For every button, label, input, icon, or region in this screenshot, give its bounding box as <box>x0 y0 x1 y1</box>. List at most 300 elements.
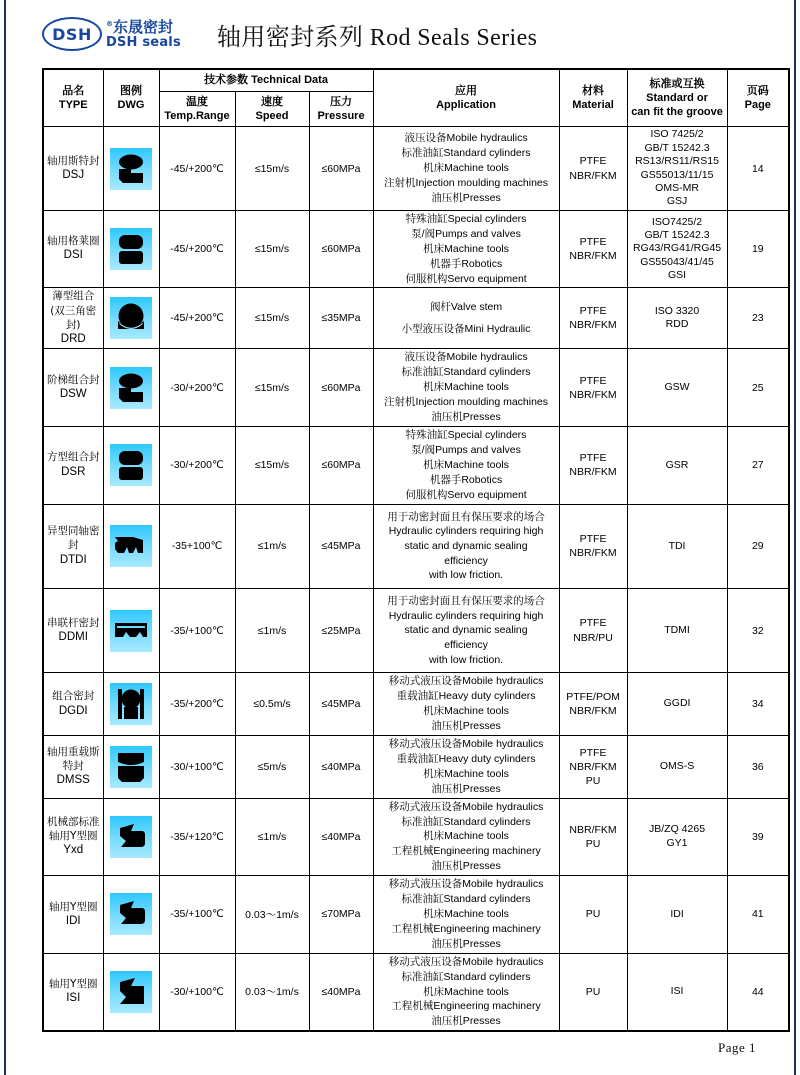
material-line: PTFE <box>579 533 607 546</box>
cell-type <box>43 127 103 211</box>
table-row <box>43 349 789 427</box>
table-row <box>43 127 789 211</box>
cell-page: 29 <box>727 504 789 588</box>
cell-standard <box>627 426 727 504</box>
seal-step-combination-icon <box>110 367 152 409</box>
col-header-type-en: TYPE <box>58 98 88 111</box>
cell-temperature: -30/+100℃ <box>159 953 235 1031</box>
cell-type <box>43 798 103 876</box>
type-name-cn: 薄型组合(双三角密封) <box>50 290 97 331</box>
application-line: 移动式液压设备Mobile hydraulics <box>388 800 544 813</box>
type-name-cn: 阶梯组合封 <box>47 373 100 386</box>
application-line: with low friction. <box>428 569 504 582</box>
page-title: 轴用密封系列 Rod Seals Series <box>216 24 538 51</box>
cell-pressure: ≤60MPa <box>309 210 373 288</box>
seal-tandem-rod-icon <box>110 610 152 652</box>
material-line: PTFE <box>579 374 607 387</box>
cell-standard <box>627 349 727 427</box>
cell-page: 23 <box>727 288 789 349</box>
application-line: 用于动密封面且有保压要求的场合 <box>387 510 545 523</box>
application-line: 工程机械Engineering machinery <box>391 845 541 858</box>
table-row <box>43 588 789 672</box>
application-line: 特殊油缸Special cylinders <box>405 428 527 441</box>
cell-temperature: -30/+200℃ <box>159 426 235 504</box>
table-row <box>43 210 789 288</box>
type-code: DMSS <box>56 774 90 787</box>
cell-application <box>373 504 559 588</box>
application-line: static and dynamic sealing efficiency <box>404 539 528 567</box>
type-code: DSJ <box>62 168 85 181</box>
table-row <box>43 426 789 504</box>
col-header-temp-en: Temp.Range <box>164 109 230 122</box>
cell-type <box>43 504 103 588</box>
cell-type <box>43 288 103 349</box>
table-head <box>43 69 789 127</box>
application-line: 标准油缸Standard cylinders <box>401 970 531 983</box>
cell-material <box>559 349 627 427</box>
cell-material <box>559 210 627 288</box>
standard-line: TDI <box>668 539 686 552</box>
application-line: 机床Machine tools <box>423 985 509 998</box>
standard-line: GB/T 15242.3 <box>644 141 710 154</box>
application-line: 工程机械Engineering machinery <box>391 1000 541 1013</box>
material-line: NBR/FKM <box>569 250 617 263</box>
application-line: 机床Machine tools <box>423 381 509 394</box>
cell-material <box>559 127 627 211</box>
cell-standard <box>627 876 727 954</box>
cell-material <box>559 673 627 736</box>
standard-line: OMS-MR <box>655 182 699 194</box>
standard-line: RDD <box>665 318 689 331</box>
cell-pressure: ≤60MPa <box>309 349 373 427</box>
type-name-cn: 轴用格莱圈 <box>47 235 100 248</box>
cell-pressure: ≤25MPa <box>309 588 373 672</box>
application-line: 小型液压设备Mini Hydraulic <box>401 322 531 335</box>
application-line: 移动式液压设备Mobile hydraulics <box>388 738 544 750</box>
company-logo <box>42 17 181 51</box>
application-line: 油压机Presses <box>431 720 501 733</box>
application-line: 伺服机构Servo equipment <box>405 272 527 285</box>
standard-line: GS55043/41/45 <box>640 255 714 268</box>
col-header-standard-en1: Standard or <box>646 91 708 104</box>
cell-speed: ≤0.5m/s <box>235 673 309 736</box>
cell-dwg <box>103 288 159 349</box>
cell-speed: 0.03～1m/s <box>235 876 309 954</box>
cell-pressure: ≤40MPa <box>309 953 373 1031</box>
cell-speed: ≤15m/s <box>235 426 309 504</box>
table-row <box>43 798 789 876</box>
col-header-speed <box>235 91 309 127</box>
application-line: 机床Machine tools <box>423 830 509 843</box>
col-header-technical-data <box>159 69 373 91</box>
cell-material <box>559 426 627 504</box>
type-code: DSI <box>63 249 83 262</box>
cell-application <box>373 953 559 1031</box>
cell-standard <box>627 588 727 672</box>
cell-type <box>43 349 103 427</box>
cell-page: 32 <box>727 588 789 672</box>
material-line: PTFE <box>579 452 607 465</box>
logo-name-en: DSH seals <box>106 35 181 51</box>
cell-dwg <box>103 673 159 736</box>
application-line: 油压机Presses <box>431 1015 501 1028</box>
material-line: PTFE <box>579 617 607 630</box>
cell-page: 25 <box>727 349 789 427</box>
material-line: PTFE <box>579 235 607 248</box>
cell-speed: ≤5m/s <box>235 736 309 799</box>
cell-dwg <box>103 588 159 672</box>
cell-application <box>373 798 559 876</box>
col-header-standard-en2: can fit the groove <box>631 105 723 118</box>
material-line: NBR/PU <box>573 631 613 644</box>
col-header-standard <box>627 69 727 127</box>
cell-application <box>373 736 559 799</box>
material-line: NBR/FKM <box>569 466 617 479</box>
cell-temperature: -45/+200℃ <box>159 210 235 288</box>
page-border-right <box>794 0 796 1075</box>
cell-standard <box>627 798 727 876</box>
cell-material <box>559 288 627 349</box>
application-line: Hydraulic cylinders requiring high <box>388 609 544 622</box>
cell-standard <box>627 736 727 799</box>
cell-speed: ≤1m/s <box>235 798 309 876</box>
standard-line: GY1 <box>666 836 688 849</box>
material-line: NBR/FKM <box>569 319 617 332</box>
cell-application <box>373 588 559 672</box>
col-header-type-cn: 品名 <box>62 83 85 97</box>
type-name-cn: 轴用重载斯特封 <box>47 745 100 773</box>
cell-type <box>43 210 103 288</box>
application-line: 伺服机构Servo equipment <box>405 488 527 501</box>
cell-material <box>559 876 627 954</box>
seal-special-coaxial-icon <box>110 525 152 567</box>
cell-material <box>559 588 627 672</box>
standard-line: ISI <box>670 985 684 998</box>
col-header-type <box>43 69 103 127</box>
application-line: 注射机Injection moulding machines <box>384 396 549 409</box>
type-name-cn: 轴用Y型圈 <box>49 978 98 991</box>
cell-application <box>373 210 559 288</box>
cell-standard <box>627 673 727 736</box>
material-line: NBR/FKM <box>569 547 617 560</box>
cell-dwg <box>103 876 159 954</box>
col-header-application <box>373 69 559 127</box>
cell-page: 44 <box>727 953 789 1031</box>
application-line: 液压设备Mobile hydraulics <box>404 351 528 364</box>
col-header-dwg-cn: 图例 <box>120 83 142 97</box>
cell-material <box>559 953 627 1031</box>
cell-temperature: -35/+120℃ <box>159 798 235 876</box>
application-line: 机器手Robotics <box>429 473 503 486</box>
cell-page: 39 <box>727 798 789 876</box>
cell-temperature: -35/+100℃ <box>159 876 235 954</box>
type-code: DDMI <box>58 630 88 643</box>
type-code: DRD <box>60 332 86 345</box>
cell-standard <box>627 953 727 1031</box>
registered-mark-icon: ® <box>106 20 113 29</box>
cell-standard <box>627 210 727 288</box>
cell-dwg <box>103 349 159 427</box>
material-line: PTFE <box>579 746 607 759</box>
seal-square-combination-icon <box>110 444 152 486</box>
type-name-cn: 组合密封 <box>52 690 95 703</box>
cell-type <box>43 588 103 672</box>
type-name-cn: 串联杆密封 <box>47 616 100 629</box>
application-line: 油压机Presses <box>431 860 501 873</box>
seal-y-ring-isi-icon <box>110 971 152 1013</box>
cell-material <box>559 798 627 876</box>
material-line: PTFE <box>579 155 607 168</box>
type-name-cn: 轴用斯特封 <box>47 154 100 167</box>
col-header-page-cn: 页码 <box>746 83 769 97</box>
table-row <box>43 953 789 1031</box>
standard-line: GB/T 15242.3 <box>644 228 710 241</box>
cell-application <box>373 426 559 504</box>
cell-page: 41 <box>727 876 789 954</box>
cell-dwg <box>103 210 159 288</box>
application-line: static and dynamic sealing efficiency <box>404 624 528 651</box>
cell-dwg <box>103 426 159 504</box>
cell-pressure: ≤45MPa <box>309 673 373 736</box>
col-header-technical-data-cn: 技术参数 <box>204 73 249 86</box>
cell-dwg <box>103 953 159 1031</box>
col-header-speed-cn: 速度 <box>261 94 283 108</box>
cell-standard <box>627 127 727 211</box>
type-code: DTDI <box>59 553 87 566</box>
cell-page: 36 <box>727 736 789 799</box>
cell-material <box>559 504 627 588</box>
cell-type <box>43 953 103 1031</box>
cell-application <box>373 876 559 954</box>
col-header-material <box>559 69 627 127</box>
cell-type <box>43 876 103 954</box>
application-line: 油压机Presses <box>431 411 501 424</box>
application-line: 标准油缸Standard cylinders <box>401 815 531 828</box>
table-row <box>43 736 789 799</box>
type-code: IDI <box>65 914 81 927</box>
application-line: 注射机Injection moulding machines <box>384 177 549 190</box>
application-line: 机床Machine tools <box>423 458 509 471</box>
standard-line: GSW <box>664 380 690 393</box>
application-line: 液压设备Mobile hydraulics <box>404 132 528 145</box>
col-header-material-cn: 材料 <box>582 83 605 97</box>
application-line: with low friction. <box>428 653 504 666</box>
application-line: 机床Machine tools <box>423 162 509 175</box>
material-line: NBR/FKM <box>569 169 617 182</box>
cell-application <box>373 349 559 427</box>
cell-pressure: ≤60MPa <box>309 426 373 504</box>
col-header-pressure-cn: 压力 <box>330 94 353 108</box>
col-header-material-en: Material <box>572 98 614 111</box>
cell-temperature: -30/+100℃ <box>159 736 235 799</box>
logo-text <box>106 20 181 49</box>
application-line: 重载油缸Heavy duty cylinders <box>396 752 536 765</box>
cell-application <box>373 673 559 736</box>
cell-pressure: ≤45MPa <box>309 504 373 588</box>
seal-step-j-icon <box>110 148 152 190</box>
application-line: 移动式液压设备Mobile hydraulics <box>388 955 544 968</box>
cell-page: 19 <box>727 210 789 288</box>
type-code: DSR <box>61 465 86 478</box>
cell-pressure: ≤35MPa <box>309 288 373 349</box>
seal-combination-icon <box>110 683 152 725</box>
cell-dwg <box>103 504 159 588</box>
application-line: 标准油缸Standard cylinders <box>401 147 531 160</box>
cell-type <box>43 426 103 504</box>
application-line: Hydraulic cylinders requiring high <box>388 525 544 538</box>
type-code: DGDI <box>58 704 88 717</box>
cell-pressure: ≤60MPa <box>309 127 373 211</box>
cell-temperature: -45/+200℃ <box>159 127 235 211</box>
cell-page: 34 <box>727 673 789 736</box>
page-header <box>0 0 800 68</box>
logo-mark: DSH <box>42 17 102 51</box>
material-line: PU <box>585 985 601 998</box>
application-line: 油压机Presses <box>431 191 501 204</box>
cell-speed: ≤15m/s <box>235 288 309 349</box>
application-line: 工程机械Engineering machinery <box>391 922 541 935</box>
cell-page: 14 <box>727 127 789 211</box>
application-line: 机床Machine tools <box>423 242 509 255</box>
page-footer: Page 1 <box>717 1040 756 1056</box>
table-body <box>43 127 789 1031</box>
standard-line: ISO 3320 <box>654 304 700 317</box>
cell-temperature: -35/+200℃ <box>159 673 235 736</box>
rod-seals-spec-table <box>42 68 790 1032</box>
application-line: 泵/阀Pumps and valves <box>411 227 521 240</box>
col-header-application-en: Application <box>436 98 496 111</box>
standard-line: TDMI <box>664 623 690 636</box>
application-line: 油压机Presses <box>431 782 501 795</box>
material-line: PTFE <box>579 305 607 318</box>
cell-application <box>373 127 559 211</box>
standard-line: RG43/RG41/RG45 <box>632 242 722 255</box>
col-header-page-en: Page <box>744 98 771 111</box>
type-name-cn: 机械部标准轴用Y型圈 <box>47 815 100 843</box>
cell-dwg <box>103 798 159 876</box>
application-line: 用于动密封面且有保压要求的场合 <box>387 594 545 607</box>
application-line: 机床Machine tools <box>423 767 509 780</box>
cell-speed: 0.03～1m/s <box>235 953 309 1031</box>
logo-name-cn <box>106 20 181 36</box>
cell-pressure: ≤70MPa <box>309 876 373 954</box>
material-line: PU <box>585 837 601 850</box>
table-row <box>43 504 789 588</box>
application-line: 标准油缸Standard cylinders <box>401 893 531 906</box>
standard-line: GSJ <box>666 195 688 208</box>
cell-speed: ≤15m/s <box>235 210 309 288</box>
standard-line: ISO7425/2 <box>651 215 703 228</box>
standard-line: RS13/RS11/RS15 <box>635 155 719 168</box>
application-line: 特殊油缸Special cylinders <box>405 212 527 225</box>
application-line: 重载油缸Heavy duty cylinders <box>396 690 536 703</box>
col-header-standard-cn: 标准或互换 <box>649 77 705 90</box>
application-line: 移动式液压设备Mobile hydraulics <box>388 878 544 891</box>
seal-y-ring-idi-icon <box>110 893 152 935</box>
material-line: PU <box>585 774 601 787</box>
cell-speed: ≤1m/s <box>235 588 309 672</box>
cell-temperature: -35+100℃ <box>159 504 235 588</box>
cell-speed: ≤15m/s <box>235 349 309 427</box>
type-code: Yxd <box>63 844 84 857</box>
seal-thin-double-triangle-icon <box>110 297 152 339</box>
col-header-speed-en: Speed <box>255 109 289 122</box>
col-header-technical-data-en: Technical Data <box>251 74 328 86</box>
material-line: NBR/FKM <box>569 705 617 718</box>
cell-speed: ≤1m/s <box>235 504 309 588</box>
cell-pressure: ≤40MPa <box>309 736 373 799</box>
standard-line: OMS-S <box>659 760 695 773</box>
seal-heavy-duty-step-icon <box>110 746 152 788</box>
col-header-temp <box>159 91 235 127</box>
table-row <box>43 288 789 349</box>
material-line: NBR/FKM <box>569 760 617 773</box>
material-line: NBR/FKM <box>569 388 617 401</box>
cell-standard <box>627 504 727 588</box>
logo-name-cn-text: 东晟密封 <box>113 18 174 37</box>
application-line: 油压机Presses <box>431 937 501 950</box>
cell-temperature: -35/+100℃ <box>159 588 235 672</box>
standard-line: GS55013/11/15 <box>640 168 714 181</box>
col-header-temp-cn: 温度 <box>186 94 208 108</box>
col-header-dwg-en: DWG <box>117 98 145 111</box>
page-border-left <box>4 0 6 1075</box>
table-row <box>43 673 789 736</box>
seal-y-ring-yxd-icon <box>110 816 152 858</box>
type-code: ISI <box>66 992 81 1005</box>
application-line: 机器手Robotics <box>429 257 503 270</box>
cell-temperature: -45/+200℃ <box>159 288 235 349</box>
cell-pressure: ≤40MPa <box>309 798 373 876</box>
type-code: DSW <box>59 388 87 401</box>
cell-dwg <box>103 127 159 211</box>
application-line: 标准油缸Standard cylinders <box>401 366 531 379</box>
cell-material <box>559 736 627 799</box>
col-header-dwg <box>103 69 159 127</box>
table-row <box>43 876 789 954</box>
standard-line: GSR <box>665 458 689 471</box>
type-name-cn: 轴用Y型圈 <box>49 900 98 913</box>
application-line: 机床Machine tools <box>423 705 509 718</box>
standard-line: IDI <box>670 907 684 920</box>
standard-line: ISO 7425/2 <box>650 128 704 141</box>
cell-temperature: -30/+200℃ <box>159 349 235 427</box>
material-line: NBR/FKM <box>569 823 617 836</box>
cell-type <box>43 673 103 736</box>
standard-line: JB/ZQ 4265 <box>649 823 706 836</box>
material-line: PU <box>585 908 601 921</box>
type-name-cn: 异型同轴密封 <box>47 525 100 552</box>
col-header-pressure-en: Pressure <box>317 109 365 122</box>
type-name-cn: 方型组合封 <box>47 451 100 464</box>
cell-type <box>43 736 103 799</box>
seal-glyd-ring-icon <box>110 228 152 270</box>
col-header-application-cn: 应用 <box>455 83 478 97</box>
application-line: 阀杆Valve stem <box>429 301 503 314</box>
material-line: PTFE/POM <box>566 691 620 704</box>
cell-application <box>373 288 559 349</box>
cell-dwg <box>103 736 159 799</box>
cell-speed: ≤15m/s <box>235 127 309 211</box>
application-line: 移动式液压设备Mobile hydraulics <box>388 675 544 688</box>
col-header-pressure <box>309 91 373 127</box>
cell-page: 27 <box>727 426 789 504</box>
standard-line: GGDI <box>663 697 691 710</box>
col-header-page <box>727 69 789 127</box>
application-line: 泵/阀Pumps and valves <box>411 443 521 456</box>
application-line: 机床Machine tools <box>423 907 509 920</box>
standard-line: GSI <box>667 269 687 282</box>
